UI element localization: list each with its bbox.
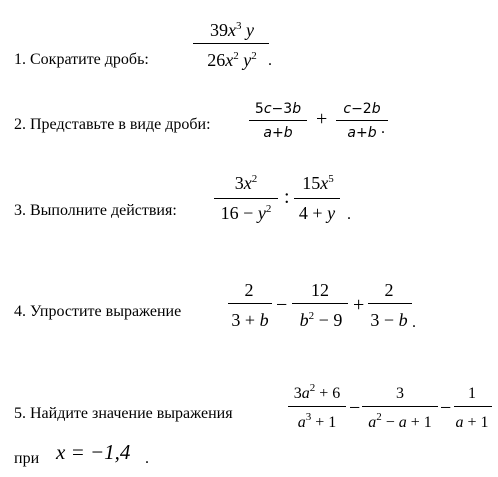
problem-4-frac1-bar bbox=[228, 303, 272, 304]
problem-3-divide-operator: : bbox=[284, 186, 290, 208]
problem-5-x-value: x = −1,4 bbox=[56, 440, 131, 464]
problem-4-plus-operator: + bbox=[353, 294, 365, 316]
problem-2-frac1-numerator: 5c−3b bbox=[254, 101, 302, 117]
problem-1-fraction-bar bbox=[193, 43, 269, 44]
problem-1-numerator: $39x^3$ y bbox=[210, 20, 254, 40]
problem-2-frac1-bar bbox=[249, 120, 307, 121]
problem-5-minus-operator-2: − bbox=[440, 397, 452, 419]
problem-4-text: 4. Упростите выражение bbox=[14, 303, 182, 320]
problem-4-frac3-denominator: 3 − b bbox=[370, 310, 408, 330]
problem-5-frac2-denominator: $a^2 - a + 1$ bbox=[368, 411, 432, 431]
problem-5-frac3-bar bbox=[454, 406, 492, 407]
problem-5-frac3-denominator: a + 1 bbox=[455, 414, 489, 431]
problem-5-frac2-numerator: 3 bbox=[396, 385, 404, 402]
problem-4-frac2-bar bbox=[292, 303, 348, 304]
problem-4-frac2-denominator: $b^2 - 9$ bbox=[299, 310, 343, 330]
problem-5-minus-operator-1: − bbox=[349, 397, 361, 419]
problem-5-frac2-bar bbox=[362, 406, 438, 407]
problem-1-period: . bbox=[268, 52, 272, 69]
problem-4-frac3-bar bbox=[368, 303, 412, 304]
problem-2-frac2-denominator: a+b bbox=[347, 125, 377, 141]
problem-3-frac1-bar bbox=[214, 198, 278, 199]
problem-2-text: 2. Представьте в виде дроби: bbox=[14, 116, 211, 133]
problem-3-frac2-numerator: $15x^5$ bbox=[302, 173, 334, 193]
problem-1-text: 1. Сократите дробь: bbox=[14, 51, 149, 68]
problem-5-frac1-numerator: $3a^2 + 6$ bbox=[293, 382, 341, 402]
problem-5-at-label: при bbox=[14, 450, 40, 467]
problem-4-minus-operator: − bbox=[276, 294, 288, 316]
problem-5-text: 5. Найдите значение выражения bbox=[14, 405, 233, 422]
problem-1-denominator: $26x^2$ $y^2$ bbox=[207, 50, 257, 70]
problem-2-plus-operator: + bbox=[316, 108, 328, 130]
problem-3-frac2-denominator: 4 + y bbox=[298, 203, 336, 223]
problem-4-frac1-numerator: 2 bbox=[244, 280, 254, 300]
problem-3-frac1-numerator: $3x^2$ bbox=[234, 173, 258, 193]
problem-4-frac2-numerator: 12 bbox=[311, 280, 329, 300]
problem-3-frac1-denominator: $16 - y^2$ bbox=[220, 203, 272, 223]
problem-5-frac1-denominator: $a^3 + 1$ bbox=[297, 411, 337, 431]
problem-2-period: . bbox=[381, 120, 385, 137]
problem-3-frac2-bar bbox=[294, 198, 340, 199]
problem-2-frac2-numerator: c−2b bbox=[343, 101, 381, 117]
problem-4-frac3-numerator: 2 bbox=[384, 280, 394, 300]
problem-4-period: . bbox=[412, 314, 416, 331]
problem-5-period: . bbox=[145, 450, 149, 467]
problem-3-period: . bbox=[347, 206, 351, 223]
problem-3-text: 3. Выполните действия: bbox=[14, 202, 177, 219]
problem-5-frac1-bar bbox=[288, 406, 346, 407]
problem-4-frac1-denominator: 3 + b bbox=[231, 310, 269, 330]
problem-5-frac3-numerator: 1 bbox=[468, 385, 476, 402]
problem-2-frac1-denominator: a+b bbox=[263, 125, 293, 141]
